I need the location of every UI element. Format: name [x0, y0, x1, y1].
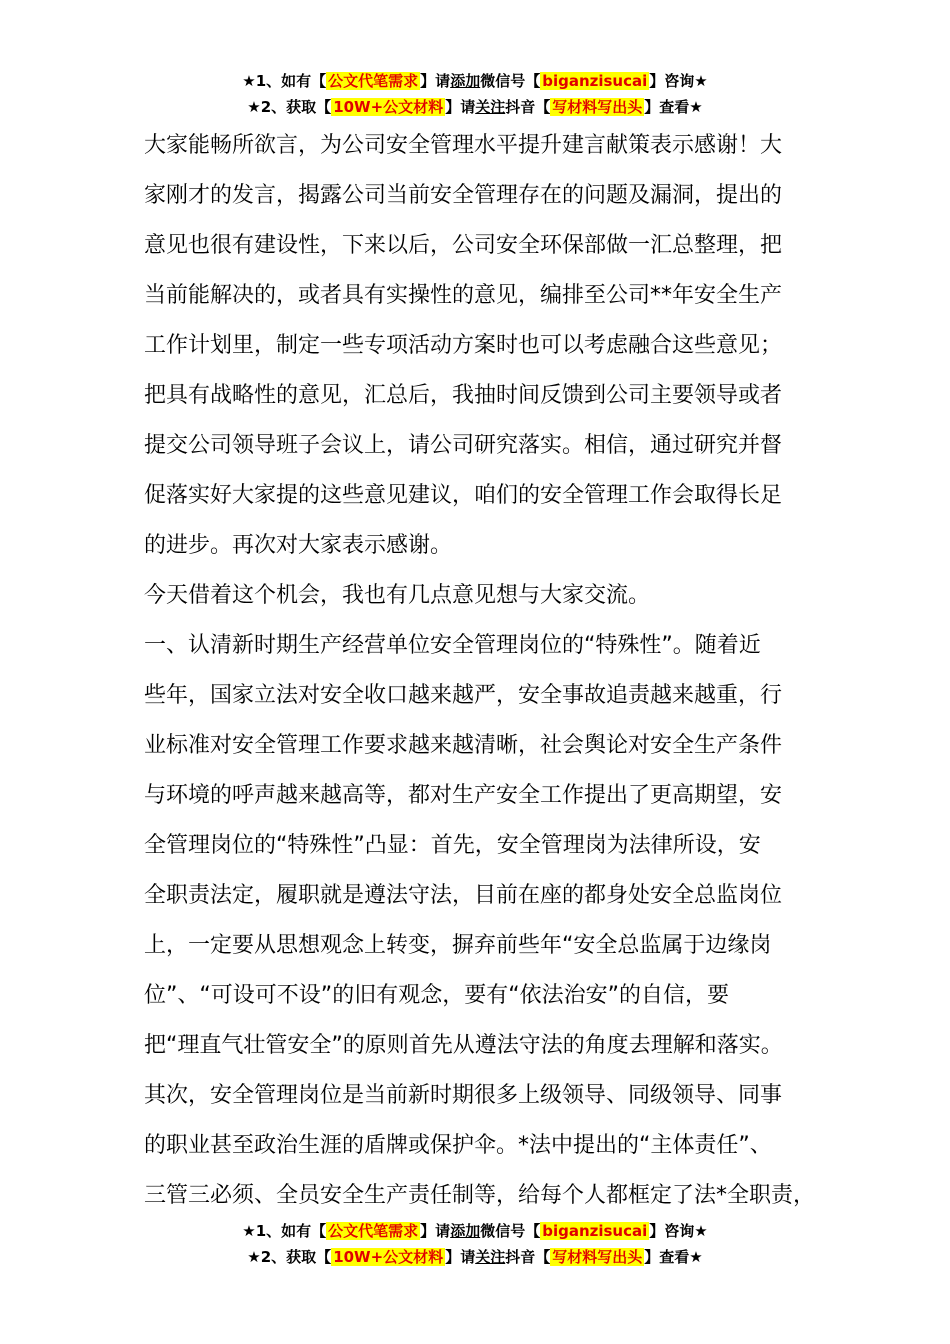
banner-text: 】请: [445, 98, 476, 116]
text-line: 位”、“可设可不设”的旧有观念，要有“依法治安”的自信，要: [144, 983, 729, 1008]
text-line: 全管理岗位的“特殊性”凸显：首先，安全管理岗为法律所设，安: [144, 833, 761, 858]
text-line: 大家能畅所欲言，为公司安全管理水平提升建言献策表示感谢！大: [144, 133, 783, 158]
banner-text: 微信号【: [480, 1222, 541, 1240]
text-line: 家刚才的发言，揭露公司当前安全管理存在的问题及漏洞，提出的: [144, 183, 783, 208]
text-line: 三管三必须、全员安全生产责任制等，给每个人都框定了法*全职责，: [144, 1183, 816, 1208]
text-line: 其次，安全管理岗位是当前新时期很多上级领导、同级领导、同事: [144, 1083, 783, 1108]
banner-text: 】查看★: [644, 98, 703, 116]
banner-text: 】咨询★: [649, 1222, 708, 1240]
text-line: 业标准对安全管理工作要求越来越清晰，社会舆论对安全生产条件: [144, 733, 783, 758]
text-line: 把具有战略性的意见，汇总后，我抽时间反馈到公司主要领导或者: [144, 383, 783, 408]
banner-text: 】查看★: [644, 1248, 703, 1266]
banner-text: 抖音【: [505, 1248, 551, 1266]
banner-line-1: [0, 1218, 950, 1244]
document-body: [144, 121, 824, 1221]
banner-highlight: biganzisucai: [542, 1222, 648, 1240]
banner-text: ★2、获取【: [247, 1248, 332, 1266]
banner-highlight: 公文代笔需求: [328, 72, 419, 90]
text-line: 些年，国家立法对安全收口越来越严，安全事故追责越来越重，行: [144, 683, 783, 708]
text-line: 意见也很有建设性，下来以后，公司安全环保部做一汇总整理，把: [144, 233, 783, 258]
text-line: 提交公司领导班子会议上，请公司研究落实。相信，通过研究并督: [144, 433, 783, 458]
banner-text: 抖音【: [505, 98, 551, 116]
banner-highlight: 10W+公文材料: [333, 98, 444, 116]
banner-text: 】请: [445, 1248, 476, 1266]
banner-line-2: [0, 94, 950, 120]
banner-text: 】请: [420, 72, 451, 90]
banner-highlight: 写材料写出头: [552, 98, 643, 116]
banner-highlight: 公文代笔需求: [328, 1222, 419, 1240]
text-line: 把“理直气壮管安全”的原则首先从遵法守法的角度去理解和落实。: [144, 1033, 783, 1058]
text-line: 的职业甚至政治生涯的盾牌或保护伞。*法中提出的“主体责任”、: [144, 1133, 772, 1158]
text-line: 一、认清新时期生产经营单位安全管理岗位的“特殊性”。随着近: [144, 633, 761, 658]
banner-underline: 添加: [450, 1222, 481, 1240]
banner-text: 微信号【: [480, 72, 541, 90]
text-line: 今天借着这个机会，我也有几点意见想与大家交流。: [144, 583, 651, 608]
banner-highlight: 写材料写出头: [552, 1248, 643, 1266]
header-banner: [0, 68, 950, 120]
banner-underline: 关注: [475, 1248, 506, 1266]
banner-text: 】请: [420, 1222, 451, 1240]
text-line: 全职责法定，履职就是遵法守法，目前在座的都身处安全总监岗位: [144, 883, 783, 908]
banner-underline: 关注: [475, 98, 506, 116]
text-line: 工作计划里，制定一些专项活动方案时也可以考虑融合这些意见；: [144, 333, 783, 358]
banner-text: ★1、如有【: [242, 72, 327, 90]
text-line: 促落实好大家提的这些意见建议，咱们的安全管理工作会取得长足: [144, 483, 783, 508]
text-line: 与环境的呼声越来越高等，都对生产安全工作提出了更高期望，安: [144, 783, 783, 808]
banner-line-2: [0, 1244, 950, 1270]
banner-highlight: 10W+公文材料: [333, 1248, 444, 1266]
banner-underline: 添加: [450, 72, 481, 90]
banner-highlight: biganzisucai: [542, 72, 648, 90]
text-line: 上，一定要从思想观念上转变，摒弃前些年“安全总监属于边缘岗: [144, 933, 772, 958]
footer-banner: [0, 1218, 950, 1270]
text-line: 当前能解决的，或者具有实操性的意见，编排至公司**年安全生产: [144, 283, 783, 308]
banner-text: 】咨询★: [649, 72, 708, 90]
banner-text: ★2、获取【: [247, 98, 332, 116]
banner-text: ★1、如有【: [242, 1222, 327, 1240]
banner-line-1: [0, 68, 950, 94]
text-line: 的进步。再次对大家表示感谢。: [144, 533, 453, 558]
